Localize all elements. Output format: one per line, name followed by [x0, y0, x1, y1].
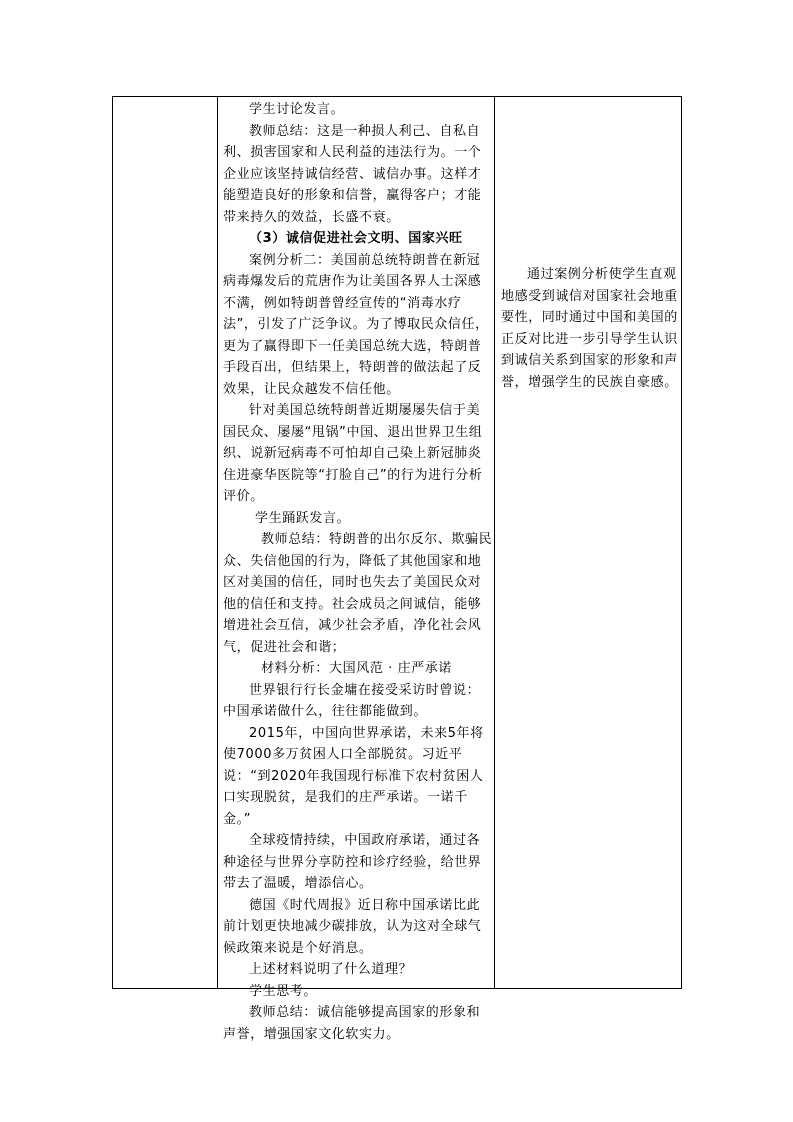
column-divider [217, 97, 218, 988]
paragraph: 教师总结：诚信能够提高国家的形象和声誉，增强国家文化软实力。 [223, 1005, 481, 1042]
paragraph: 案例分析二：美国前总统特朗普在新冠病毒爆发后的荒唐作为让美国各界人士深感不满，例如特朗普曾经宣传的“消毒水疗法”，引发了广泛争议。为了博取民众信任，更为了赢得即下一任美国总统大选，特朗普手段百出，但结果上，特朗普的做法起了反效果，让民众越发不信任他。 [223, 252, 489, 397]
paragraph: 德国《时代周报》近日称中国承诺比此前计划更快地减少碳排放，认为这对全球气候政策来说是个好消息。 [223, 897, 482, 956]
teaching-process-cell [223, 99, 493, 1045]
lesson-plan-table [112, 96, 682, 1042]
paragraph: 通过案例分析使学生直观地感受到诚信对国家社会地重要性，同时通过中国和美国的正反对比进一步引导学生认识到诚信关系到国家的形象和声誉，增强学生的民族自豪感。 [501, 267, 678, 390]
paragraph: 全球疫情持续，中国政府承诺，通过各种途径与世界分享防控和诊疗经验，给世界带去了温暖，增添信心。 [223, 833, 482, 891]
paragraph: 世界银行行长金墉在接受采访时曾说：中国承诺做什么，往往都能做到。 [223, 682, 481, 719]
paragraph: 上述材料说明了什么道理？ [249, 962, 413, 977]
paragraph: 学生讨论发言。 [249, 102, 345, 117]
section-heading: （3）诚信促进社会文明、国家兴旺 [249, 231, 463, 246]
paragraph: 教师总结：特朗普的出尔反尔、欺骗民众、失信他国的行为，降低了其他国家和地区对美国的信任，同时也失去了美国民众对他的信任和支持。社会成员之间诚信，能够增进社会互信，减少社会矛盾，净化社会风气，促进社会和谐； [223, 532, 493, 655]
paragraph: 针对美国总统特朗普近期屡屡失信于美国民众、屡屡“甩锅”中国、退出世界卫生组织、说新冠病毒不可怕却自己染上新冠肺炎住进豪华医院等“打脸自己”的行为进行分析评价。 [223, 403, 483, 504]
column-divider [494, 97, 495, 988]
paragraph: 教师总结：这是一种损人利己、自私自利、损害国家和人民利益的违法行为。一个企业应该坚持诚信经营、诚信办事。这样才能塑造良好的形象和信誉，赢得客户；才能带来持久的效益，长盛不衰。 [223, 123, 482, 225]
paragraph: 材料分析：大国风范 · 庄严承诺 [261, 661, 452, 676]
design-intent-cell [501, 264, 679, 393]
paragraph: 2015年，中国向世界承诺，未来5年将使7000多万贫困人口全部脱贫。习近平说：“到2020年我国现行标准下农村贫困人口实现脱贫，是我们的庄严承诺。一诺千金。” [223, 725, 484, 827]
paragraph: 学生踊跃发言。 [255, 510, 351, 526]
paragraph: 学生思考。 [249, 983, 318, 999]
